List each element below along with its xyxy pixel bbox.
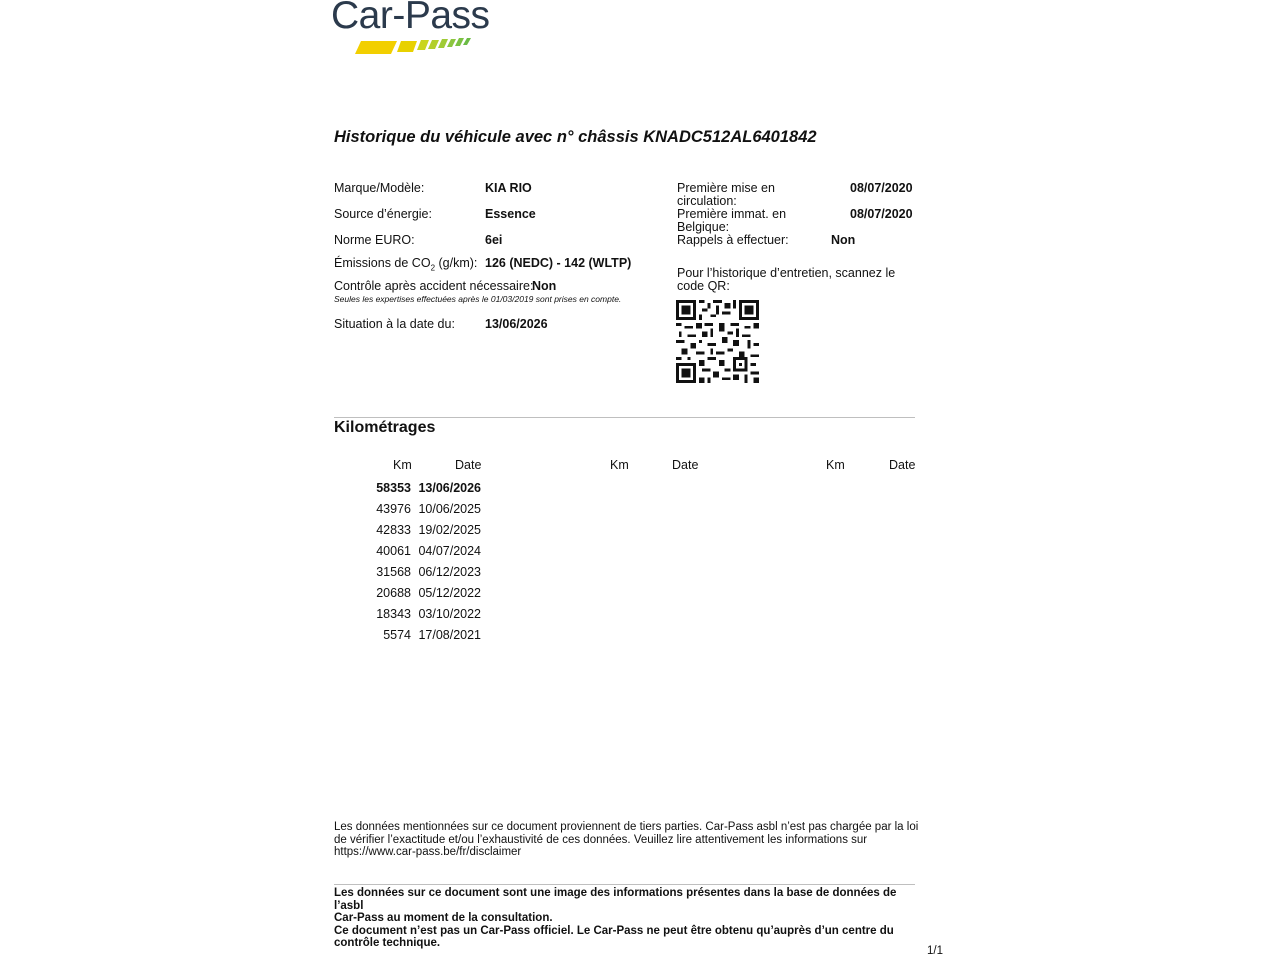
official-notice xyxy=(334,887,924,950)
disclaimer-link[interactable]: https://www.car-pass.be/fr/disclaimer xyxy=(334,846,522,858)
first-registration-value: 08/07/2020 xyxy=(850,207,913,221)
situation-label: Situation à la date du: xyxy=(334,317,455,331)
disclaimer-line: Les données mentionnées sur ce document proviennent de tiers parties. Car-Pass asbl n’est pas chargée par la loi xyxy=(334,821,919,833)
section-divider xyxy=(334,417,915,418)
situation-value: 13/06/2026 xyxy=(485,317,548,331)
first-registration-label xyxy=(677,208,786,234)
mileage-row-km: 20688 xyxy=(376,586,411,600)
co2-value: 126 (NEDC) - 142 (WLTP) xyxy=(485,256,632,270)
km-header-2: Km xyxy=(610,458,629,472)
co2-label xyxy=(334,257,477,275)
first-registration-label-line2: Belgique: xyxy=(677,220,730,234)
mileage-row-km: 58353 xyxy=(376,481,411,495)
mileage-row-km: 18343 xyxy=(376,607,411,621)
recalls-value: Non xyxy=(831,233,856,247)
mileage-row-date: 19/02/2025 xyxy=(418,523,481,537)
footer-divider xyxy=(334,884,915,885)
mileage-row-date: 06/12/2023 xyxy=(418,565,481,579)
make-model-label: Marque/Modèle: xyxy=(334,181,425,195)
mileage-row-date: 10/06/2025 xyxy=(418,502,481,516)
mileage-row-date: 13/06/2026 xyxy=(418,481,481,495)
notice-line: Car-Pass au moment de la consultation. xyxy=(334,912,553,924)
disclaimer-line: de vérifier l’exactitude et/ou l’exhaustivité de ces données. Veuillez lire attentivement les informations sur xyxy=(334,833,868,846)
recalls-label: Rappels à effectuer: xyxy=(677,233,789,247)
date-header-3: Date xyxy=(889,458,916,472)
first-circulation-label xyxy=(677,182,775,208)
mileage-row-km: 5574 xyxy=(383,628,411,642)
logo-stripes xyxy=(355,37,505,57)
page-number: 1/1 xyxy=(927,945,943,957)
document-title: Historique du véhicule avec n° châssis KNADC512AL6401842 xyxy=(334,128,817,146)
euro-label: Norme EURO: xyxy=(334,233,415,247)
energy-label: Source d’énergie: xyxy=(334,207,432,221)
energy-value: Essence xyxy=(485,207,536,221)
qr-instructions-line1: Pour l’historique d’entretien, scannez le xyxy=(677,266,896,280)
first-circulation-label-line1: Première mise en xyxy=(677,181,775,195)
qr-instructions-line2: code QR: xyxy=(677,279,730,293)
km-header-3: Km xyxy=(826,458,845,472)
euro-value: 6ei xyxy=(485,233,503,247)
notice-line: contrôle technique. xyxy=(334,937,441,949)
mileage-row-km: 42833 xyxy=(376,523,411,537)
accident-note: Seules les expertises effectuées après le 01/03/2019 sont prises en compte. xyxy=(334,294,622,304)
logo-text: Car-Pass xyxy=(331,0,490,37)
mileage-section-title: Kilométrages xyxy=(334,419,436,436)
mileage-row-km: 40061 xyxy=(376,544,411,558)
co2-label-sub: 2 xyxy=(430,263,436,273)
qr-code-icon[interactable] xyxy=(676,300,759,383)
mileage-row-km: 31568 xyxy=(376,565,411,579)
first-circulation-value: 08/07/2020 xyxy=(850,181,913,195)
mileage-row-km: 43976 xyxy=(376,502,411,516)
co2-label-suffix: (g/km): xyxy=(435,256,478,270)
first-circulation-label-line2: circulation: xyxy=(677,194,737,208)
mileage-row-date: 05/12/2022 xyxy=(418,586,481,600)
make-model-value: KIA RIO xyxy=(485,181,532,195)
first-registration-label-line1: Première immat. en xyxy=(677,207,787,221)
date-header-2: Date xyxy=(672,458,699,472)
mileage-row-date: 04/07/2024 xyxy=(418,544,481,558)
km-header-1: Km xyxy=(393,458,412,472)
disclaimer-text xyxy=(334,821,924,859)
mileage-row-date: 03/10/2022 xyxy=(418,607,481,621)
notice-line: Les données sur ce document sont une image des informations présentes dans la base de données de l’asbl xyxy=(334,887,897,912)
qr-instructions xyxy=(677,267,895,293)
notice-line: Ce document n’est pas un Car-Pass officiel. Le Car-Pass ne peut être obtenu qu’auprès d’un centre du xyxy=(334,924,894,937)
accident-value: Non xyxy=(532,279,557,293)
co2-label-prefix: Émissions de CO xyxy=(334,256,431,270)
date-header-1: Date xyxy=(455,458,482,472)
accident-label: Contrôle après accident nécessaire: xyxy=(334,279,534,293)
car-pass-logo xyxy=(331,0,501,58)
mileage-row-date: 17/08/2021 xyxy=(418,628,481,642)
